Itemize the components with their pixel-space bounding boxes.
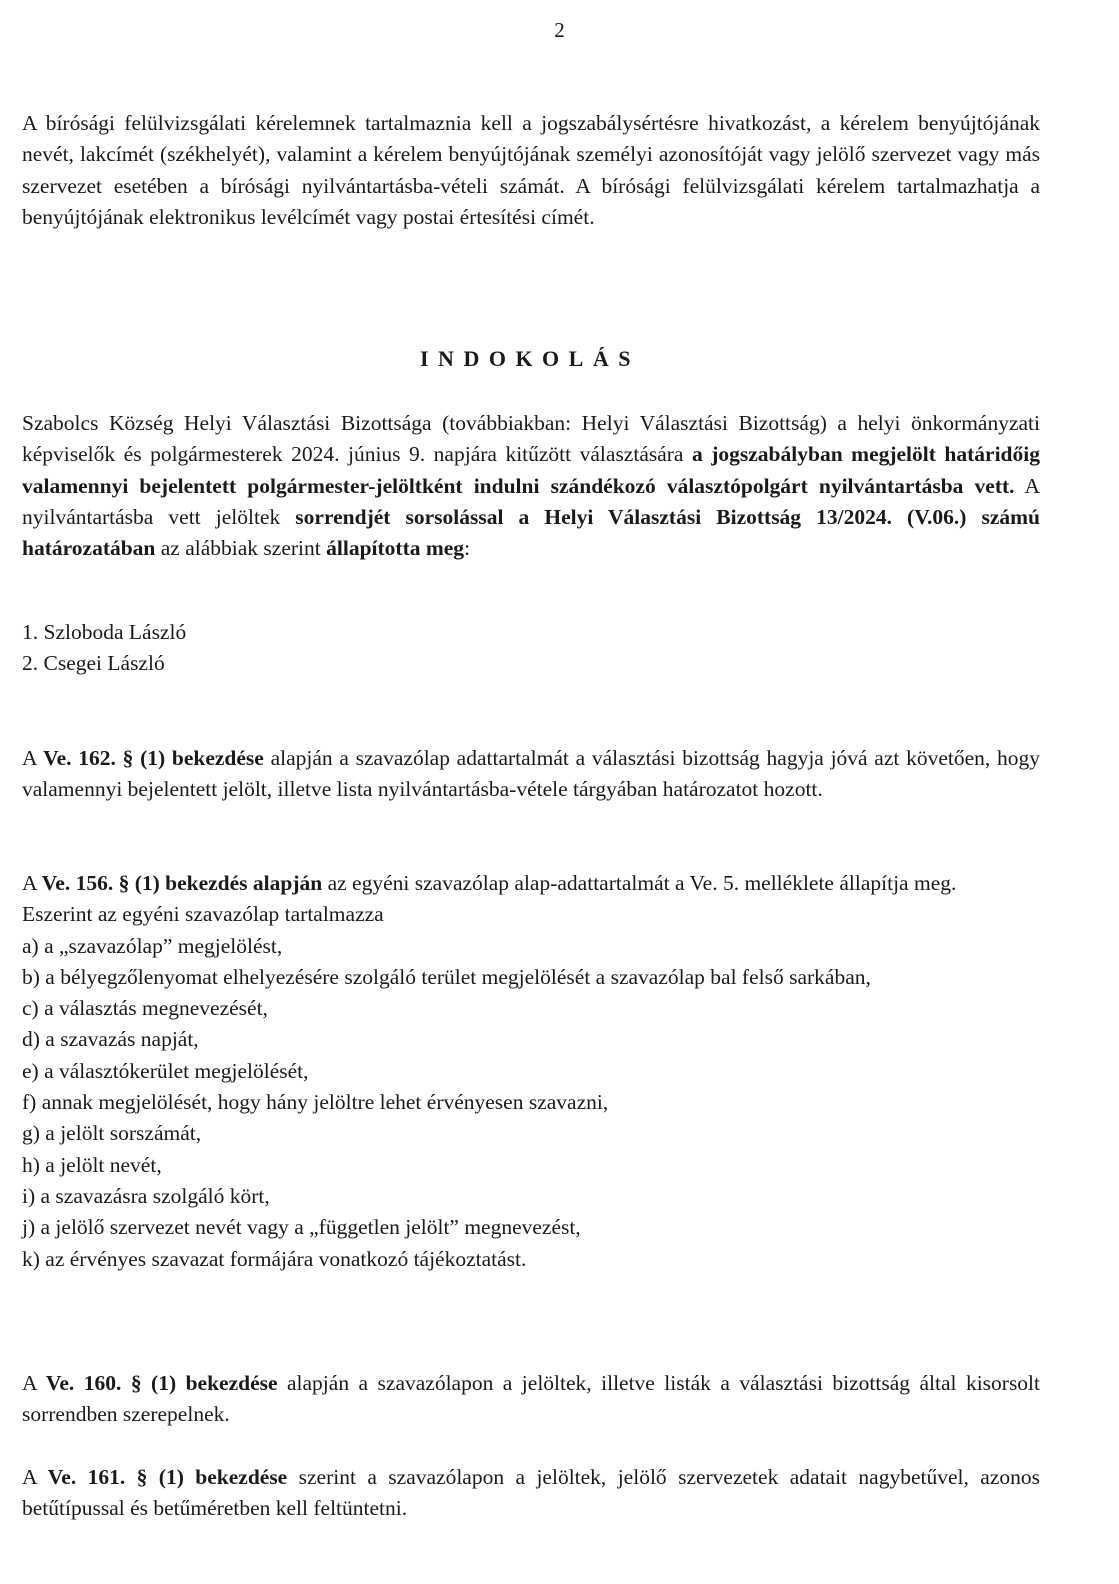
p156-opening [22, 868, 1040, 899]
ballot-content-item: g) a jelölt sorszámát, [22, 1121, 202, 1146]
ballot-content-item: f) annak megjelölését, hogy hány jelöltre lehet érvényesen szavazni, [22, 1090, 609, 1115]
p162-bold-1: Ve. 162. § (1) bekezdése [43, 746, 264, 770]
p156-bold-1: Ve. 156. § (1) bekezdés alapján [41, 871, 323, 895]
p161-text-2: szerint a szavazólapon a jelöltek, jelölő szervezetek adatait nagybetűvel, azonos betűtípussal és betűméretben kell feltüntetni. [22, 1465, 1040, 1521]
ballot-content-item: k) az érvényes szavazat formájára vonatkozó tájékoztatást. [22, 1246, 527, 1271]
p160-text-2: alapján a szavazólapon a jelöltek, illetve listák a választási bizottság által kisorsolt sorrendben szerepelnek. [22, 1371, 1041, 1427]
reasoning-text-2: A nyilvántartásba vett jelöltek [22, 473, 1040, 529]
candidate-list [22, 617, 1040, 680]
p161-bold-1: Ve. 161. § (1) bekezdése [47, 1465, 288, 1489]
ballot-content-item: b) a bélyegzőlenyomat elhelyezésére szolgáló terület megjelölését a szavazólap bal felső sarkában, [22, 964, 871, 989]
paragraph-ve-156 [22, 868, 1040, 1275]
page-number: 2 [554, 18, 565, 42]
p160-bold-1: Ve. 160. § (1) bekezdése [45, 1371, 278, 1395]
paragraph-ve-160 [22, 1368, 1040, 1431]
p162-text-1: A [22, 746, 44, 770]
ballot-content-item: a) a „szavazólap” megjelölést, [22, 933, 283, 958]
ballot-content-item: h) a jelölt nevét, [22, 1152, 162, 1177]
p161-text-1: A [22, 1465, 48, 1489]
reasoning-text-1: Szabolcs Község Helyi Választási Bizottsága (továbbiakban: Helyi Választási Bizottság) a helyi önkormányzati képviselők és polgármesterek 2024. június 9. napjára kitűzött választására [22, 411, 1040, 467]
reasoning-paragraph [22, 408, 1040, 564]
p156-intro-line: Eszerint az egyéni szavazólap tartalmazza [22, 902, 384, 927]
ballot-content-item: c) a választás megnevezését, [22, 996, 268, 1021]
candidate-item: 1. Szloboda László [22, 620, 187, 644]
section-heading: INDOKOLÁS [420, 346, 640, 371]
p160-text-1: A [22, 1371, 46, 1395]
intro-paragraph: A bírósági felülvizsgálati kérelemnek tartalmaznia kell a jogszabálysértésre hivatkozást, a kérelem benyújtójának nevét, lakcímét (székhelyét), valamint a kérelem benyújtójának személyi azonosítóját vagy jelölő szervezet vagy más szervezet esetében a bírósági nyilvántartásba-vételi számát. A bírósági felülvizsgálati kérelem tartalmazhatja a benyújtójának elektronikus levélcímét vagy postai értesítési címét. [22, 111, 1040, 229]
paragraph-ve-162 [22, 743, 1040, 806]
ballot-content-item: d) a szavazás napját, [22, 1027, 199, 1052]
reasoning-bold-1: a jogszabályban megjelölt határidőig valamennyi bejelentett polgármester-jelöltként indulni szándékozó választópolgárt nyilvántartásba vett. [22, 442, 1040, 498]
p156-text-2: az egyéni szavazólap alap-adattartalmát a Ve. 5. melléklete állapítja meg. [322, 871, 957, 895]
candidate-item: 2. Csegei László [22, 651, 165, 676]
reasoning-text-4: : [464, 536, 471, 561]
p162-text-2: alapján a szavazólap adattartalmát a választási bizottság hagyja jóvá azt követően, hogy valamennyi bejelentett jelölt, illetve lista nyilvántartásba-vétele tárgyában határozatot hozott. [22, 746, 1041, 802]
reasoning-bold-3: állapította meg [326, 536, 465, 561]
reasoning-text-3: az alábbiak szerint [155, 536, 327, 561]
ballot-content-item: e) a választókerület megjelölését, [22, 1058, 309, 1083]
paragraph-ve-161 [22, 1462, 1040, 1525]
p156-text-1: A [22, 871, 42, 895]
ballot-content-item: i) a szavazásra szolgáló kört, [22, 1183, 270, 1208]
ballot-content-item: j) a jelölő szervezet nevét vagy a „független jelölt” megnevezést, [22, 1215, 581, 1240]
reasoning-bold-2: sorrendjét sorsolással a Helyi Választási Bizottság 13/2024. (V.06.) számú határozatában [22, 504, 1040, 561]
